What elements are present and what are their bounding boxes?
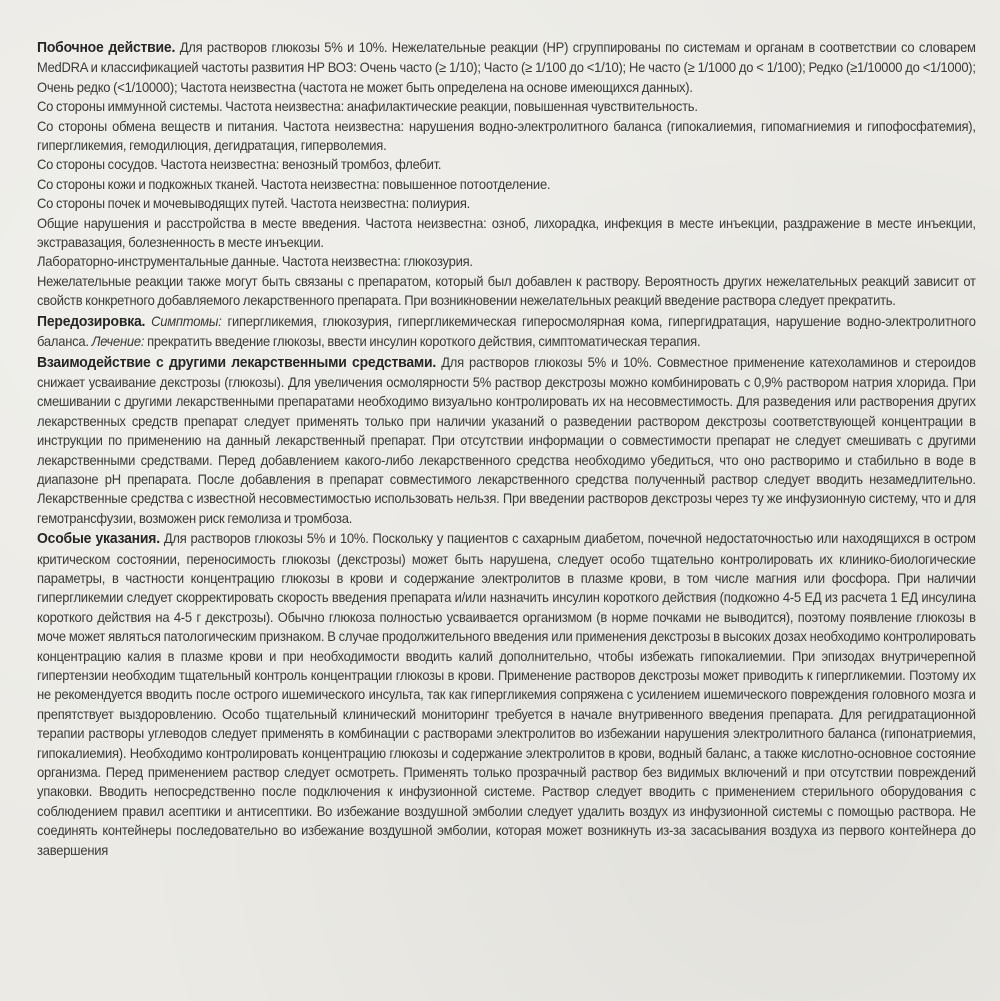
interactions-text: Для растворов глюкозы 5% и 10%. Совместное применение катехоламинов и стероидов снижает усваивание декстрозы (глюкозы). Для увеличения осмолярности 5% раствор декстрозы можно комбинировать с 0,9% раствором натрия хлорида. При смешивании с другими лекарственными препаратами необходимо визуально контролировать их на несовместимость. Для разведения или растворения других лекарственных средств препарат следует применять только при наличии указаний о разведении раствором декстрозы соответствующей концентрации в инструкции по применению на данный лекарственный препарат. При отсутствии информации о совместимости препарат не следует смешивать с другими лекарственными средствами. Перед добавлением какого-либо лекарственного средства необходимо убедиться, что оно растворимо и стабильно в воде в диапазоне pH препарата. После добавления в препарат совместимого лекарственного средства полученный раствор следует вводить незамедлительно. Лекарственные средства с известной несовместимостью использовать нельзя. При введении растворов декстрозы через ту же инфузионную систему, что и для гемотрансфузии, возможен риск гемолиза и тромбоза. [37,354,976,526]
interactions-paragraph [37,353,976,529]
overdose-symptoms-label: Симптомы: [151,313,222,329]
overdose-paragraph [37,312,976,352]
overdose-heading: Передозировка. [37,313,146,330]
side-effects-paragraph [37,38,976,97]
side-effect-item: Нежелательные реакции также могут быть связаны с препаратом, который был добавлен к раствору. Вероятность других нежелательных реакций зависит от свойств конкретного добавляемого лекарственного препарата. При возникновении нежелательных реакций введение раствора следует прекратить. [37,273,976,309]
overdose-treatment-text: прекратить введение глюкозы, ввести инсулин короткого действия, симптоматическая терапия. [144,334,701,350]
side-effects-intro: Для растворов глюкозы 5% и 10%. Нежелательные реакции (НР) сгруппированы по системам и органам в соответствии со словарем MedDRA и классификацией частоты развития НР ВОЗ: Очень часто (≥ 1/10); Часто (≥ 1/100 до <1/10); Не часто (≥ 1/1000 до < 1/100); Редко (≥1/10000 до <1/1000); Очень редко (<1/10000); Частота неизвестна (частота не может быть определена на основе имеющихся данных). [37,40,976,95]
interactions-heading: Взаимодействие с другими лекарственными средствами. [37,354,437,371]
overdose-treatment-label: Лечение: [91,334,145,350]
side-effect-item: Лабораторно-инструментальные данные. Частота неизвестна: глюкозурия. [37,254,473,270]
special-instructions-paragraph [37,529,976,860]
side-effects-heading: Побочное действие. [37,40,176,56]
overdose-symptoms-text: гипергликемия, глюкозурия, гипергликемическая гиперосмолярная кома, гипергидратация, нарушение водно-электролитного баланса. [37,313,976,350]
special-instructions-text: Для растворов глюкозы 5% и 10%. Поскольку у пациентов с сахарным диабетом, почечной недостаточностью или находящихся в остром критическом состоянии, переносимость глюкозы (декстрозы) может быть нарушена, следует особо тщательно контролировать их клинико-биологические параметры, в частности концентрацию глюкозы в крови и содержание электролитов в плазме крови, в том числе магния или фосфора. При наличии гипергликемии следует скорректировать скорость введения препарата и/или назначить инсулин короткого действия (подкожно 4-5 ЕД из расчета 1 ЕД инсулина короткого действия на 4-5 г декстрозы). Обычно глюкоза полностью усваивается организмом (в норме почками не выводится), поэтому появление глюкозы в моче может являться патологическим признаком. В случае продолжительного введения или применения декстрозы в высоких дозах необходимо контролировать концентрацию калия в плазме крови и при необходимости вводить калий дополнительно, чтобы избежать гипокалиемии. При эпизодах внутричерепной гипертензии необходим тщательный контроль концентрации глюкозы в крови. Применение растворов декстрозы может приводить к гипергликемии. Поэтому их не рекомендуется вводить после острого ишемического инсульта, так как гипергликемия сопряжена с усилением ишемического повреждения головного мозга и препятствует выздоровлению. Особо тщательный клинический мониторинг требуется в начале внутривенного введения препарата. Для регидратационной терапии растворы углеводов следует применять в комбинации с растворами электролитов во избежании нарушения электролитного баланса (гипонатриемия, гипокалиемия). Необходимо контролировать концентрацию глюкозы и содержание электролитов в крови, водный баланс, а также кислотно-основное состояние организма. Перед применением раствор следует осмотреть. Применять только прозрачный раствор без видимых включений и при отсутствии повреждений упаковки. Вводить непосредственно после подключения к инфузионной системе. Раствор следует вводить с применением стерильного оборудования с соблюдением правил асептики и антисептики. Во избежание воздушной эмболии следует удалить воздух из инфузионной системы с помощью раствора. Не соединять контейнеры последовательно во избежание воздушной эмболии, которая может возникнуть из-за засасывания воздуха из первого контейнера до завершения [37,531,976,858]
side-effect-item: Со стороны иммунной системы. Частота неизвестна: анафилактические реакции, повышенная чувствительность. [37,99,698,115]
side-effect-item: Общие нарушения и расстройства в месте введения. Частота неизвестна: озноб, лихорадка, инфекция в месте инъекции, раздражение в месте инъекции, экстравазация, болезненность в месте инъекции. [37,215,976,251]
side-effect-item: Со стороны кожи и подкожных тканей. Частота неизвестна: повышенное потоотделение. [37,176,551,192]
side-effect-item: Со стороны почек и мочевыводящих путей. Частота неизвестна: полиурия. [37,196,471,212]
special-instructions-heading: Особые указания. [37,531,160,548]
side-effect-item: Со стороны обмена веществ и питания. Частота неизвестна: нарушения водно-электролитного баланса (гипокалиемия, гипомагниемия и гипофосфатемия), гипергликемия, гемодилюция, дегидратация, гиперволемия. [37,118,976,154]
side-effect-item: Со стороны сосудов. Частота неизвестна: венозный тромбоз, флебит. [37,157,442,173]
